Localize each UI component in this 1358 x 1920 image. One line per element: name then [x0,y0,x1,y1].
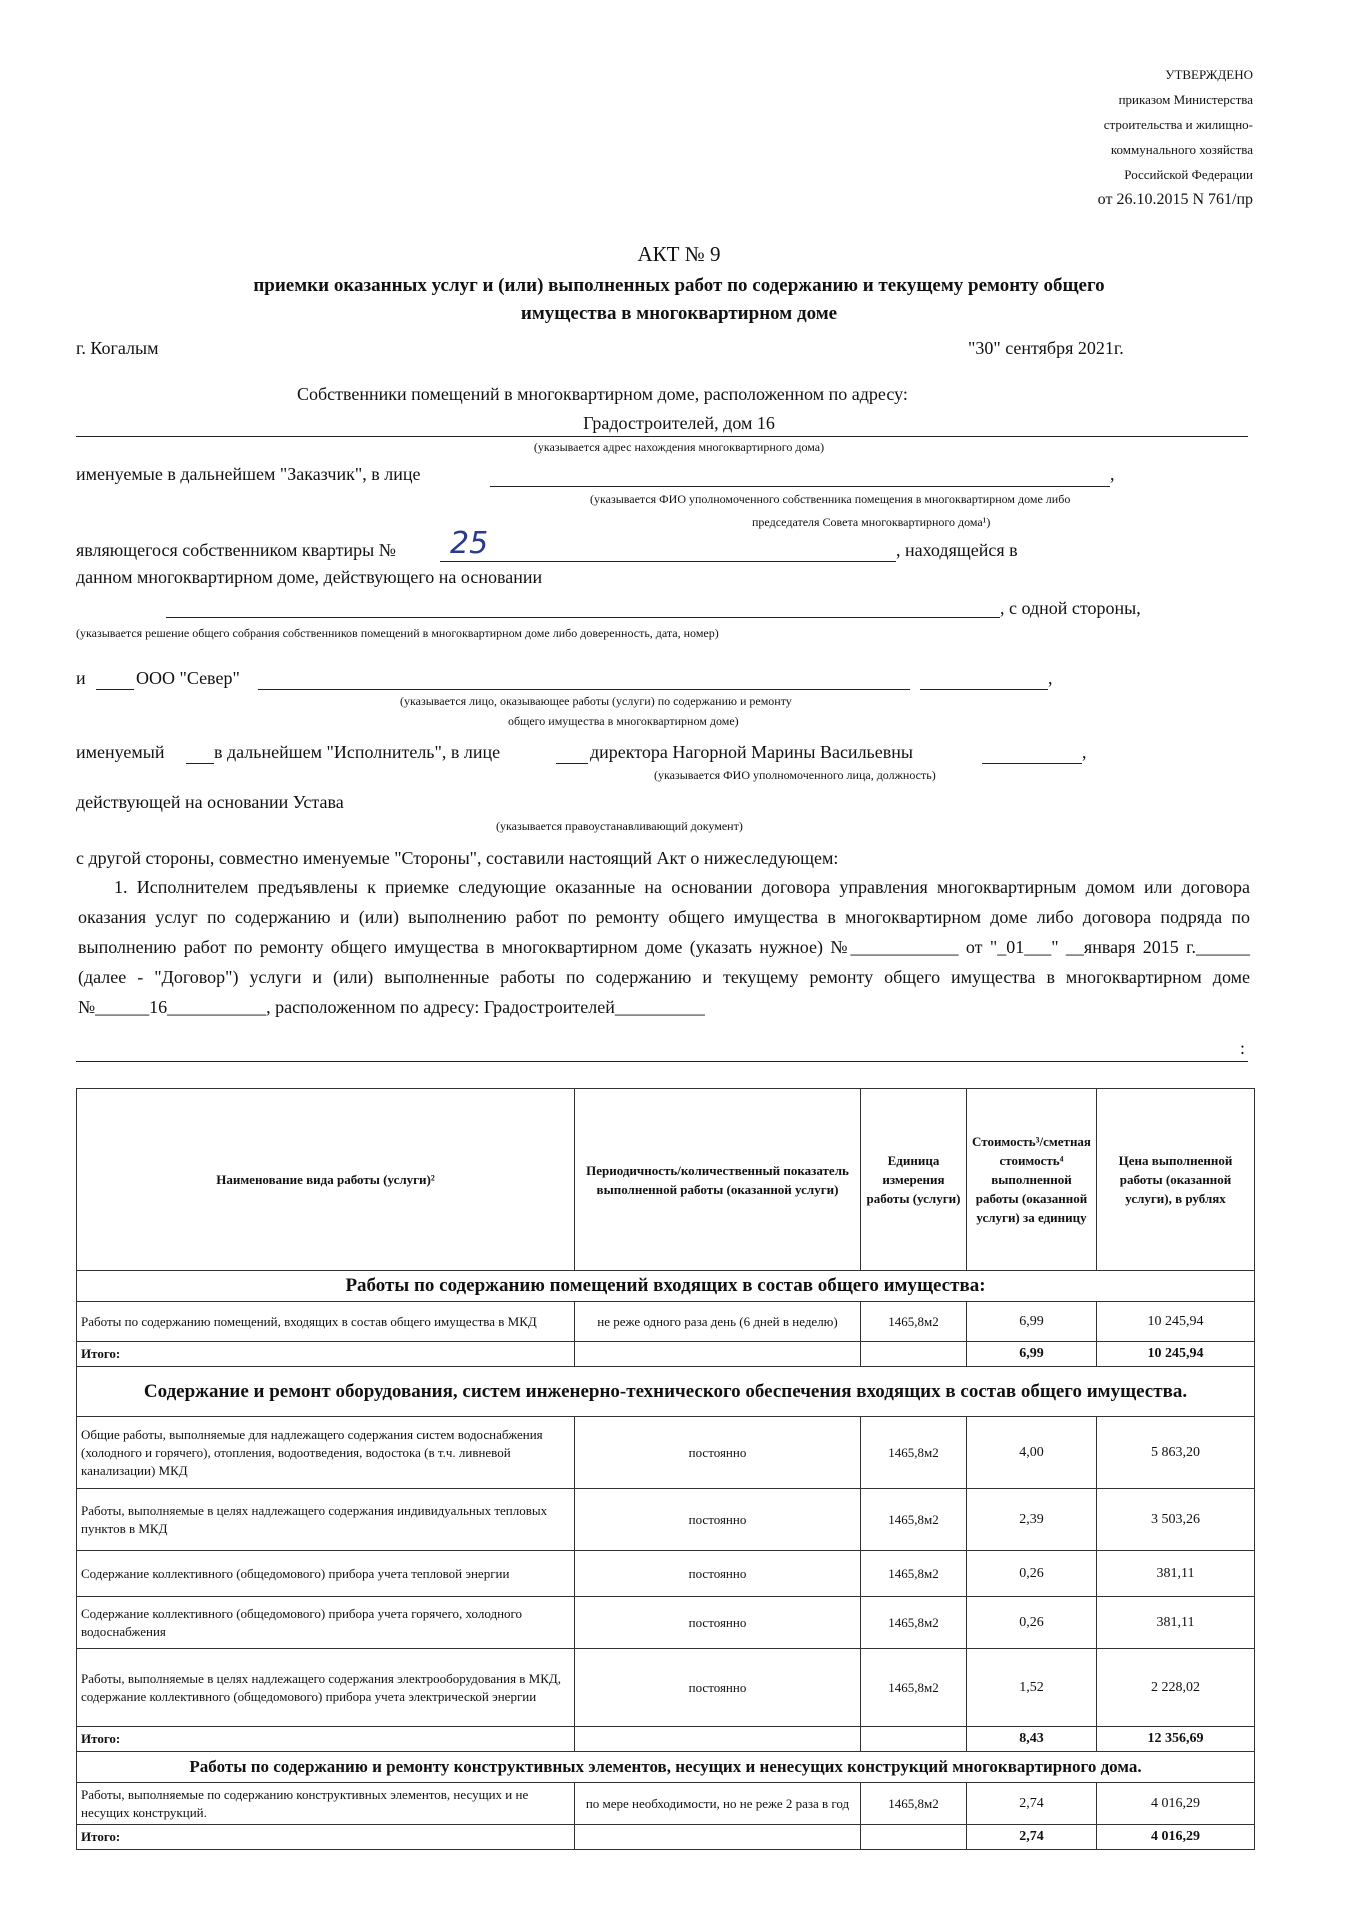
table-row [77,1597,1255,1649]
comma: , [1048,668,1053,688]
colon: : [1240,1038,1246,1058]
executor-underline [186,763,214,764]
work-period: постоянно [575,1417,861,1489]
approval-order: от 26.10.2015 N 761/пр [1097,191,1253,208]
apartment-number: 25 [450,526,489,561]
customer-line: именуемые в дальнейшем "Заказчик", в лице [76,464,421,484]
work-price: 3 503,26 [1097,1489,1255,1551]
header-unit: Единица измерения работы (услуги) [861,1089,967,1271]
total-price: 4 016,29 [1097,1825,1255,1850]
work-name: Работы, выполняемые в целях надлежащего содержания индивидуальных тепловых пунктов в МКД [77,1489,575,1551]
comma: , [1110,464,1115,484]
total-row [77,1342,1255,1367]
work-cost: 0,26 [967,1551,1097,1597]
charter-note: (указывается правоустанавливающий документ) [496,819,743,833]
work-period: постоянно [575,1649,861,1727]
apartment-underline [440,561,896,562]
work-cost: 2,39 [967,1489,1097,1551]
clause-1 [78,872,1250,1022]
address-continuation-line [76,1061,1248,1062]
charter-basis: действующей на основании Устава [76,792,344,812]
table-row [77,1649,1255,1727]
section-header [77,1271,1255,1302]
total-row [77,1825,1255,1850]
contractor-underline [920,689,1048,690]
customer-note: (указывается ФИО уполномоченного собственника помещения в многоквартирном доме либо [590,492,1071,506]
work-name: Содержание коллективного (общедомового) прибора учета горячего, холодного водоснабжения [77,1597,575,1649]
customer-note: председателя Совета многоквартирного дома¹) [752,515,991,529]
approval-block [1098,62,1253,212]
act-subtitle [100,272,1258,328]
comma: , [1082,742,1087,762]
work-unit: 1465,8м2 [861,1649,967,1727]
approval-line: УТВЕРЖДЕНО [1165,67,1253,82]
work-unit: 1465,8м2 [861,1417,967,1489]
owners-intro: Собственники помещений в многоквартирном доме, расположенном по адресу: [297,384,908,404]
table-row [77,1551,1255,1597]
work-cost: 6,99 [967,1302,1097,1342]
header-period: Периодичность/количественный показатель выполненной работы (оказанной услуги) [575,1089,861,1271]
header-price: Цена выполненной работы (оказанной услуги), в рублях [1097,1089,1255,1271]
work-period: по мере необходимости, но не реже 2 раза в год [575,1783,861,1825]
section-title: Содержание и ремонт оборудования, систем инженерно-технического обеспечения входящих в состав общего имущества. [77,1367,1255,1417]
total-row [77,1727,1255,1752]
total-cost: 6,99 [967,1342,1097,1367]
work-price: 381,11 [1097,1551,1255,1597]
owner-of-apartment: являющегося собственником квартиры № [76,540,396,560]
approval-line: коммунального хозяйства [1110,142,1253,157]
one-side: , с одной стороны, [1000,598,1141,618]
work-period: не реже одного раза день (6 дней в неделю) [575,1302,861,1342]
contractor-name: ООО "Север" [136,668,240,688]
contractor-note: (указывается лицо, оказывающее работы (услуги) по содержанию и ремонту [400,694,792,708]
section-header [77,1752,1255,1783]
work-cost: 4,00 [967,1417,1097,1489]
total-label: Итого: [77,1727,575,1752]
section-header [77,1367,1255,1417]
table-row [77,1783,1255,1825]
house-address: Градостроителей, дом 16 [583,413,775,433]
work-unit: 1465,8м2 [861,1551,967,1597]
act-date: "30" сентября 2021г. [968,338,1124,358]
customer-underline [490,486,1110,487]
work-name: Работы, выполняемые в целях надлежащего содержания электрооборудования в МКД, содержание коллективного (общедомового) прибора учета электрической энергии [77,1649,575,1727]
address-note: (указывается адрес нахождения многоквартирного дома) [533,440,825,454]
executor-person: директора Нагорной Марины Васильевны [590,742,913,762]
acting-basis: данном многоквартирном доме, действующего на основании [76,567,543,587]
total-label: Итого: [77,1342,575,1367]
work-period: постоянно [575,1489,861,1551]
work-name: Работы, выполняемые по содержанию конструктивных элементов, несущих и не несущих конструкций. [77,1783,575,1825]
work-cost: 0,26 [967,1597,1097,1649]
approval-line: приказом Министерства [1118,92,1253,107]
work-price: 2 228,02 [1097,1649,1255,1727]
work-unit: 1465,8м2 [861,1597,967,1649]
work-name: Содержание коллективного (общедомового) прибора учета тепловой энергии [77,1551,575,1597]
works-table [76,1088,1255,1850]
total-cost: 8,43 [967,1727,1097,1752]
table-row [77,1489,1255,1551]
work-price: 5 863,20 [1097,1417,1255,1489]
executor-note: (указывается ФИО уполномоченного лица, должность) [654,768,936,782]
and-word: и [76,668,86,688]
approval-line: Российской Федерации [1124,167,1253,182]
other-side: с другой стороны, совместно именуемые "Стороны", составили настоящий Акт о нижеследующем: [76,848,839,868]
act-title: АКТ № 9 [637,242,721,266]
header-cost: Стоимость³/сметная стоимость⁴ выполненной работы (оказанной услуги) за единицу [967,1089,1097,1271]
section-title: Работы по содержанию и ремонту конструктивных элементов, несущих и ненесущих конструкций многоквартирного дома. [77,1752,1255,1783]
work-period: постоянно [575,1551,861,1597]
work-price: 381,11 [1097,1597,1255,1649]
header-name: Наименование вида работы (услуги)² [77,1089,575,1271]
work-unit: 1465,8м2 [861,1489,967,1551]
work-price: 4 016,29 [1097,1783,1255,1825]
located-in: , находящейся в [896,540,1018,560]
executor-mid: в дальнейшем "Исполнитель", в лице [214,742,501,762]
city: г. Когалым [76,338,159,358]
basis-underline [166,617,1000,618]
executor-underline [982,763,1082,764]
total-price: 10 245,94 [1097,1342,1255,1367]
clause-1-text: 1. Исполнителем предъявлены к приемке следующие оказанные на основании договора управления многоквартирным домом или договора оказания услуг по содержанию и (или) выполнению работ по ремонту общего имущества в многоквартирном доме либо договора подряда по выполнению работ по ремонту общего имущества в многоквартирном доме (указать нужное) №____________ от "_01___" __января 2015 г.______ (далее - "Договор") услуги и (или) выполненные работы по содержанию и текущему ремонту общего имущества в многоквартирном доме №______16___________, расположенном по адресу: Градостроителей__________ [78,877,1250,1017]
decision-note: (указывается решение общего собрания собственников помещений в многоквартирном доме либо доверенность, дата, номер) [76,626,719,640]
work-price: 10 245,94 [1097,1302,1255,1342]
contractor-underline [96,689,134,690]
work-period: постоянно [575,1597,861,1649]
act-subtitle-line: имущества в многоквартирном доме [520,303,838,324]
act-subtitle-line: приемки оказанных услуг и (или) выполненных работ по содержанию и текущему ремонту общего [253,275,1105,296]
total-label: Итого: [77,1825,575,1850]
total-price: 12 356,69 [1097,1727,1255,1752]
work-unit: 1465,8м2 [861,1302,967,1342]
table-row [77,1417,1255,1489]
table-row [77,1302,1255,1342]
executor-prefix: именуемый [76,742,165,762]
contractor-underline [258,689,910,690]
contractor-note: общего имущества в многоквартирном доме) [508,714,739,728]
address-underline [76,436,1248,437]
total-cost: 2,74 [967,1825,1097,1850]
work-unit: 1465,8м2 [861,1783,967,1825]
work-cost: 1,52 [967,1649,1097,1727]
work-cost: 2,74 [967,1783,1097,1825]
executor-underline [556,763,588,764]
work-name: Работы по содержанию помещений, входящих в состав общего имущества в МКД [77,1302,575,1342]
work-name: Общие работы, выполняемые для надлежащего содержания систем водоснабжения (холодного и горячего), отопления, водоотведения, водостока (в т.ч. ливневой канализации) МКД [77,1417,575,1489]
approval-line: строительства и жилищно- [1103,117,1253,132]
section-title: Работы по содержанию помещений входящих в состав общего имущества: [77,1271,1255,1302]
